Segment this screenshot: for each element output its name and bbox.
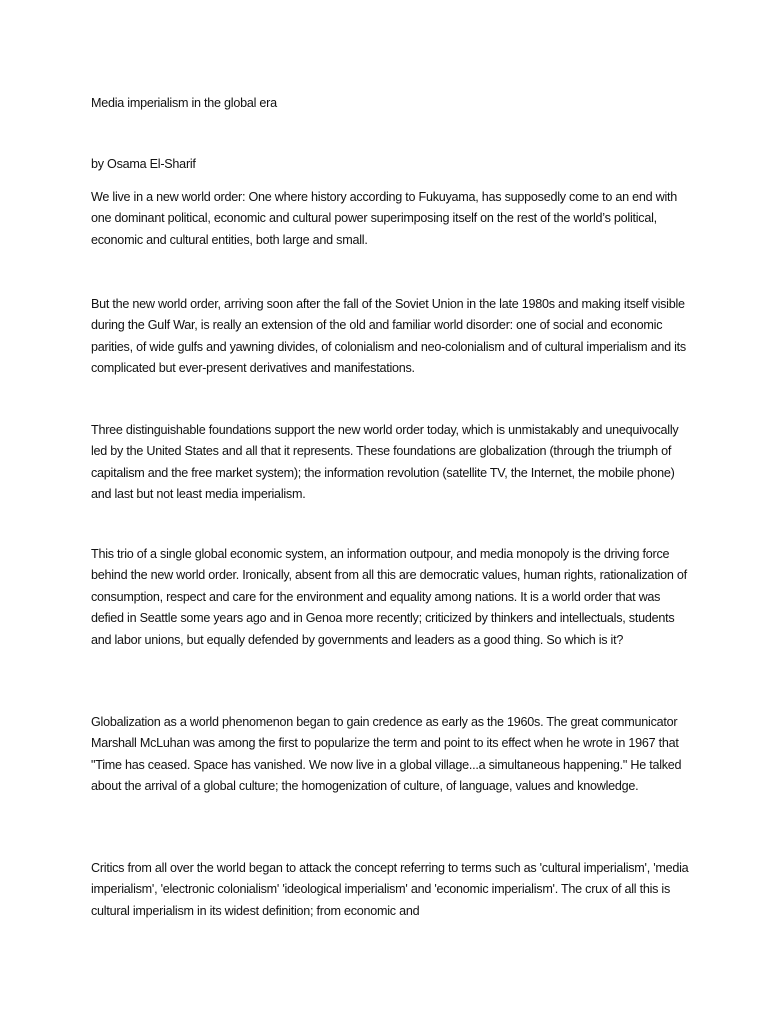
- author-byline: by Osama El-Sharif: [91, 157, 196, 171]
- paragraph: This trio of a single global economic system, an information outpour, and media monopoly is the driving force behind the new world order. Ironically, absent from all this are democratic values, human rights, rationalization of consumption, respect and care for the environment and equality among nations. It is a world order that was defied in Seattle some years ago and in Genoa more recently; criticized by thinkers and intellectuals, students and labor unions, but equally defended by governments and leaders as a good thing. So which is it?: [91, 547, 687, 647]
- paragraph: Critics from all over the world began to attack the concept referring to terms such as 'cultural imperialism', 'media imperialism', 'electronic colonialism' 'ideological imperialism' and 'economic imperialism'. The crux of all this is cultural imperialism in its widest definition; from economic and: [91, 861, 689, 918]
- paragraph: Three distinguishable foundations support the new world order today, which is unmistakably and unequivocally led by the United States and all that it represents. These foundations are globalization (through the triumph of capitalism and the free market system); the information revolution (satellite TV, the Internet, the mobile phone) and last but not least media imperialism.: [91, 423, 679, 502]
- paragraph: We live in a new world order: One where history according to Fukuyama, has supposedly come to an end with one dominant political, economic and cultural power superimposing itself on the rest of the world’s political, economic and cultural entities, both large and small.: [91, 190, 678, 247]
- paragraph: But the new world order, arriving soon after the fall of the Soviet Union in the late 1980s and making itself visible during the Gulf War, is really an extension of the old and familiar world disorder: one of social and economic parities, of wide gulfs and yawning divides, of colonialism and neo-colonialism and of cultural imperialism and its complicated but ever-present derivatives and manifestations.: [91, 297, 686, 376]
- document-title: Media imperialism in the global era: [91, 96, 277, 110]
- paragraph: Globalization as a world phenomenon began to gain credence as early as the 1960s. The great communicator Marshall McLuhan was among the first to popularize the term and point to its effect when he wrote in 1967 that "Time has ceased. Space has vanished. We now live in a global village...a simultaneous happening." He talked about the arrival of a global culture; the homogenization of culture, of language, values and knowledge.: [91, 715, 682, 794]
